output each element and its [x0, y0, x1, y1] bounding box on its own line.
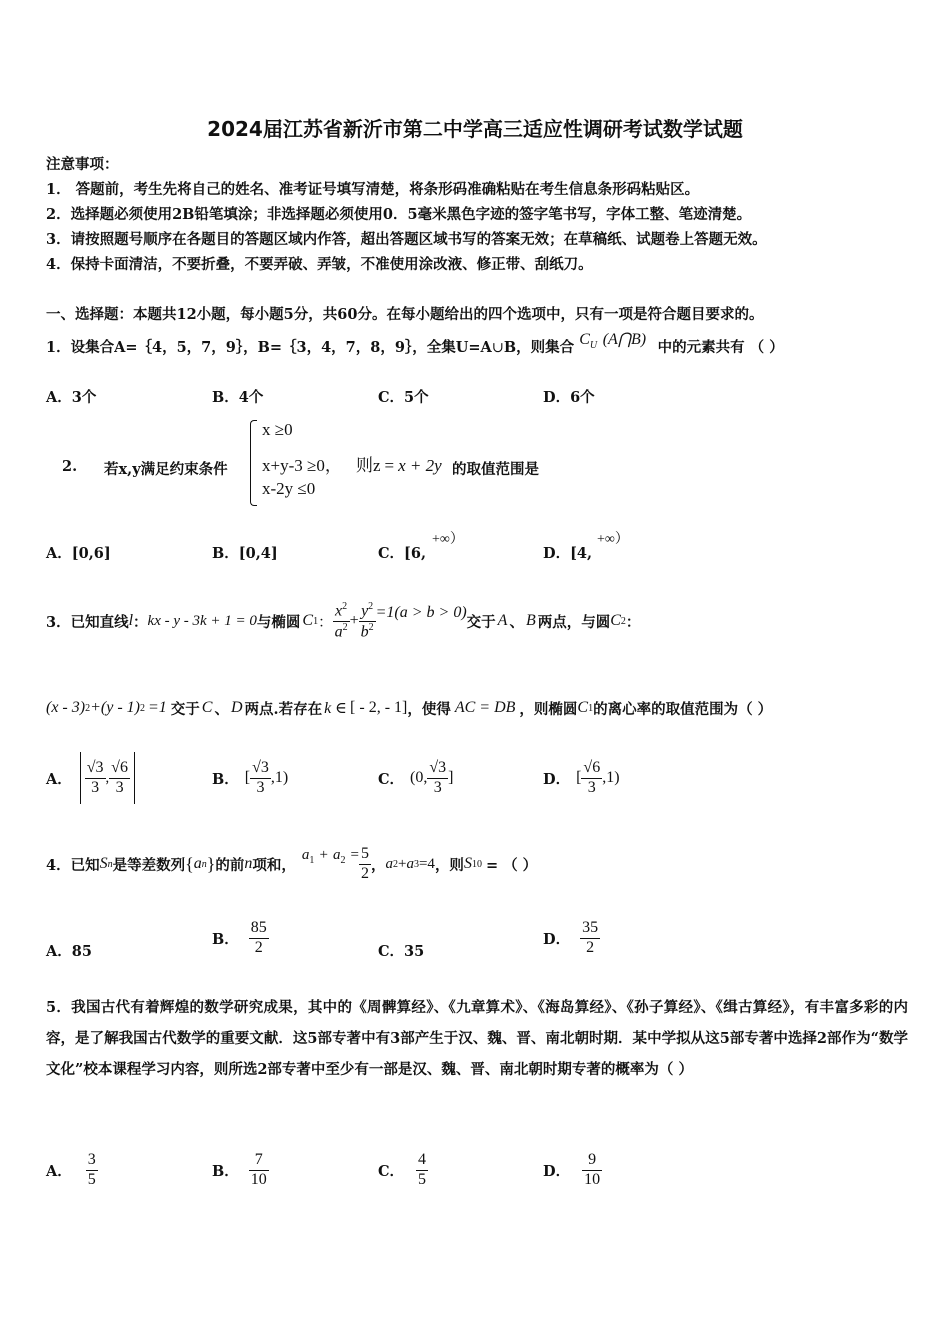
q3-option-d: D． [ $\frac{√6}{3}$ ,1)	[543, 759, 620, 796]
q2-number: 2.	[62, 458, 78, 475]
q4-option-c: C．35	[378, 943, 425, 960]
q4-option-a: A．85	[46, 943, 92, 960]
q1-option-b: B．4个	[212, 389, 264, 406]
notice-heading: 注意事项：	[46, 156, 119, 173]
question-3-line-1: 3．已知直线 l ： kx - y - 3k + 1 = 0 与椭圆 C 1 ： $\frac{x^2}{a^2}$ + $\frac{y^2}{b^2}$ =1(a > b > 0) 交于 A 、 B 两点，与圆 C 2 ：	[46, 600, 641, 640]
question-1-stem: 1．设集合A=｛4，5，7，9｝，B=｛3，4，7，8，9｝，全集U=A∪B，则集合 $C_U$ (A⋂B) 中的元素共有 （ ）	[46, 331, 784, 356]
q3-option-a: A． $\frac{√3}{3}$ , $\frac{√6}{3}$	[46, 748, 135, 808]
page-title: 2024届江苏省新沂市第二中学高三适应性调研考试数学试题	[207, 117, 743, 141]
q3-option-c: C． (0, $\frac{√3}{3}$ ]	[378, 759, 454, 796]
q5-option-b: B． $\frac{7}{10}$	[212, 1151, 267, 1188]
q2-constraint: x-2y ≤0	[262, 479, 316, 498]
q2-constraint: x+y-3 ≥0，	[262, 456, 342, 475]
q2-option-d-infinity: +∞）	[597, 532, 629, 547]
question-4-stem: 4．已知 S n 是等差数列 { a n } 的前 n 项和， $a_1 + a_2$ = $\frac{5}{2}$ ， a 2 + a 3 =4 ，则 S 10 = （ ）	[46, 845, 538, 882]
question-5-stem: 5．我国古代有着辉煌的数学研究成果，其中的《周髀算经》、《九章算术》、《海岛算经》、《孙子算经》、《缉古算经》，有丰富多彩的内容，是了解我国古代数学的重要文献．这5部专著中有3部产生于汉、魏、晋、南北朝时期．某中学拟从这5部专著中选择2部作为“数学文化”校本课程学习内容，则所选2部专著中至少有一部是汉、魏、晋、南北朝时期专著的概率为（ ）	[46, 999, 908, 1078]
notice-item: 2．选择题必须使用2B铅笔填涂；非选择题必须使用0．5毫米黑色字迹的签字笔书写，字体工整、笔迹清楚。	[46, 206, 752, 223]
q1-option-d: D．6个	[543, 389, 595, 406]
notice-item: 3．请按照题号顺序在各题目的答题区域内作答，超出答题区域书写的答案无效；在草稿纸、试题卷上答题无效。	[46, 231, 767, 248]
q2-option-d: D．[4,	[543, 545, 593, 562]
q2-stem: 若x,y满足约束条件	[104, 461, 228, 478]
q2-option-b: B．[0,4]	[212, 545, 278, 562]
q4-option-d: D． $\frac{35}{2}$	[543, 919, 599, 956]
q2-option-c: C．[6,	[378, 545, 427, 562]
q4-option-b: B． $\frac{85}{2}$	[212, 919, 267, 956]
q2-brace	[250, 420, 257, 506]
q5-option-c: C． $\frac{4}{5}$	[378, 1151, 427, 1188]
notice-item: 1． 答题前，考生先将自己的姓名、准考证号填写清楚，将条形码准确粘贴在考生信息条形码粘贴区。	[46, 181, 700, 198]
q2-tail: 的取值范围是	[452, 461, 539, 478]
q2-objective: 则z = x + 2y	[356, 456, 442, 475]
section-heading: 一、选择题：本题共12小题，每小题5分，共60分。在每小题给出的四个选项中，只有一项是符合题目要求的。	[46, 306, 764, 323]
notice-item: 4．保持卡面清洁，不要折叠，不要弄破、弄皱，不准使用涂改液、修正带、刮纸刀。	[46, 256, 593, 273]
q2-constraint: x ≥0	[262, 420, 293, 439]
q1-option-a: A．3个	[46, 389, 97, 406]
q3-option-b: B． [ $\frac{√3}{3}$ ,1)	[212, 759, 289, 796]
q2-option-c-infinity: +∞）	[432, 532, 464, 547]
q5-option-a: A． $\frac{3}{5}$	[46, 1151, 96, 1188]
q5-option-d: D． $\frac{9}{10}$	[543, 1151, 601, 1188]
q1-option-c: C．5个	[378, 389, 429, 406]
q2-option-a: A．[0,6]	[46, 545, 111, 562]
question-3-line-2: (x - 3) 2 +(y - 1) 2 =1 交于 C 、 D 两点.若存在 k ∈ [ - 2, - 1] ，使得 AC = DB ，则椭圆 C 1 的离心率的取值范围为（ ）	[46, 699, 773, 718]
